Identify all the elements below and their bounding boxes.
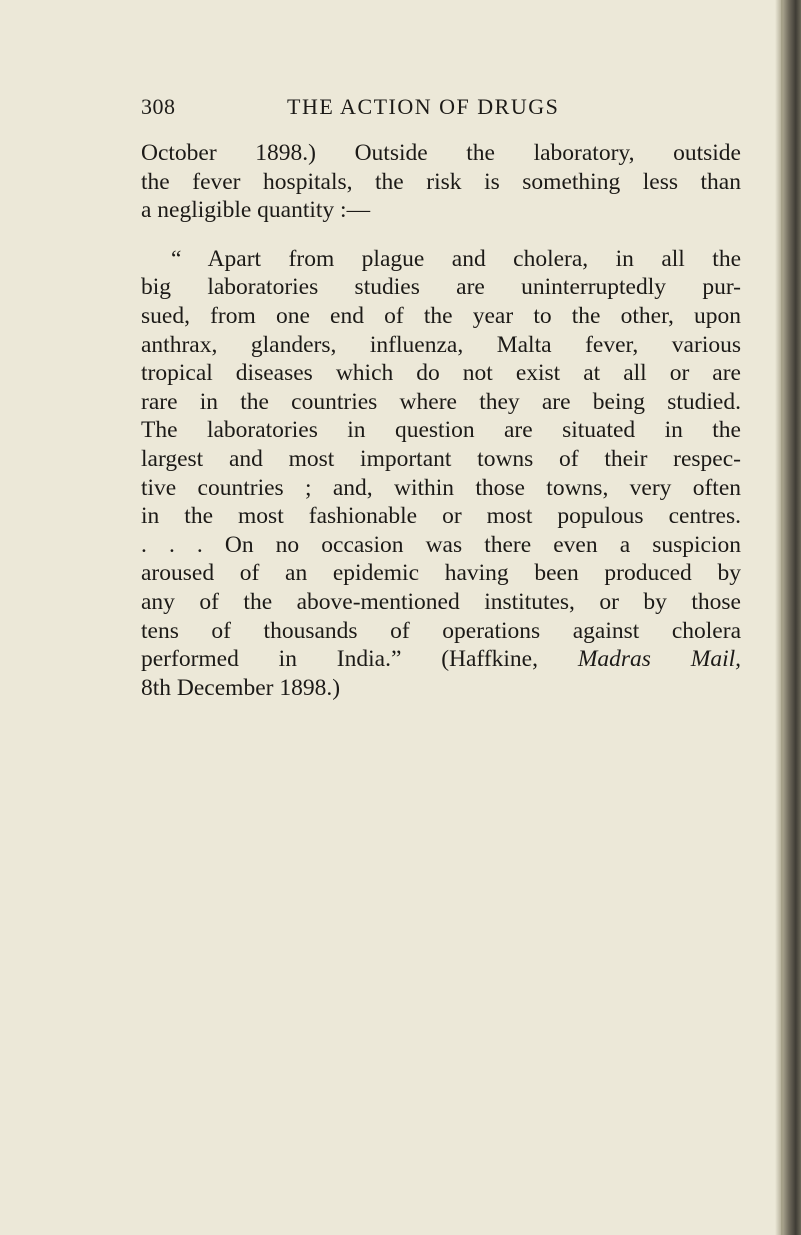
citation-text: performed in India.” (Haffkine, <box>141 646 538 673</box>
text-line: any of the above-mentioned institutes, or by those <box>141 588 741 615</box>
text-line: tens of thousands of operations against cholera <box>141 617 741 644</box>
paragraph-2-quotation <box>141 245 741 703</box>
text-line: October 1898.) Outside the laboratory, outside <box>141 140 741 166</box>
text-line: big laboratories studies are uninterruptedly pur- <box>141 274 741 301</box>
page-edge-shadow <box>775 0 801 1235</box>
text-line: “ Apart from plague and cholera, in all the <box>171 245 741 272</box>
text-line: rare in the countries where they are being studied. <box>141 388 741 415</box>
newspaper-title: Madras Mail, <box>577 646 742 673</box>
text-line: tive countries ; and, within those towns, very often <box>141 474 741 501</box>
body-text <box>141 139 741 702</box>
text-line: a negligible quantity :— <box>141 197 371 224</box>
text-line: largest and most important towns of their respec- <box>141 445 741 472</box>
text-line: sued, from one end of the year to the other, upon <box>141 302 741 329</box>
text-line: the fever hospitals, the risk is something less than <box>141 168 741 195</box>
page-number: 308 <box>141 94 176 119</box>
text-line: aroused of an epidemic having been produced by <box>141 560 741 587</box>
text-line: . . . On no occasion was there even a suspicion <box>141 531 741 558</box>
text-line: tropical diseases which do not exist at all or are <box>141 360 741 387</box>
text-line: anthrax, glanders, influenza, Malta fever, various <box>141 331 741 358</box>
page-edge-line <box>781 0 783 1235</box>
paragraph-1 <box>141 139 741 225</box>
text-line: in the most fashionable or most populous centres. <box>141 503 741 530</box>
running-header <box>141 94 741 124</box>
citation-line <box>141 645 741 674</box>
running-title: THE ACTION OF DRUGS <box>287 94 560 119</box>
text-line: 8th December 1898.) <box>141 674 341 701</box>
text-line: The laboratories in question are situated in the <box>141 417 741 444</box>
